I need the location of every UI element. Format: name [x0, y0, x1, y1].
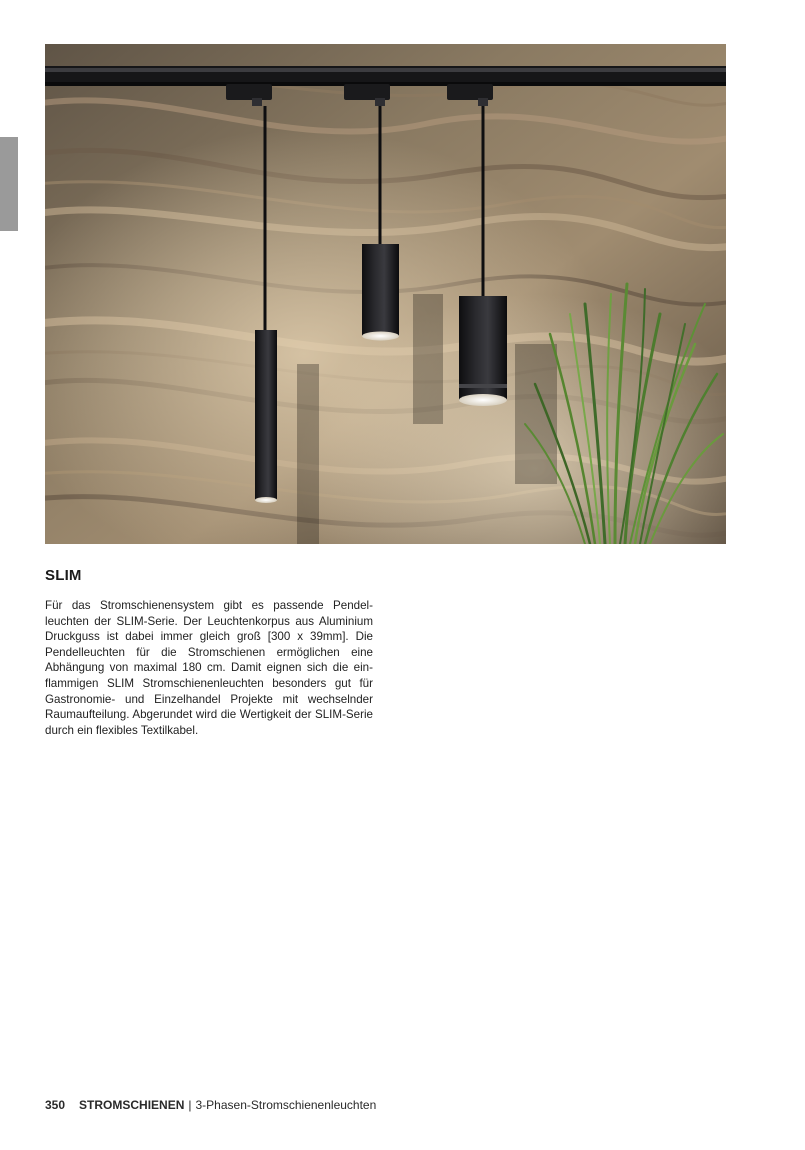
- track-rail: [45, 66, 726, 86]
- footer-section: STROMSCHIENEN: [79, 1098, 185, 1112]
- page-footer: [45, 1098, 376, 1112]
- pendant-slim-long: [255, 330, 277, 503]
- product-description: Für das Stromschienensystem gibt es passende Pendelleuchten der SLIM-Serie. Der Leuchtenkorpus aus Aluminium Druckguss ist dabei immer gleich groß [300 x 39mm]. Die Pendelleuchten für die Stromschienen ermöglichen eine Abhängung von maximal 180 cm. Damit eignen sich die einflammigen SLIM Stromschienenleuchten besonders gut für Gastronomie- und Einzelhandel Projekte mit wechselnder Raumaufteilung. Abgerundet wird die Wertigkeit der SLIM-Serie durch ein flexibles Textilkabel.: [45, 599, 373, 737]
- pendant-medium: [362, 244, 399, 341]
- page-number: 350: [45, 1098, 66, 1112]
- product-title: SLIM: [45, 567, 82, 584]
- pendant-wide: [459, 296, 507, 406]
- footer-subsection: 3-Phasen-Stromschienenleuchten: [195, 1098, 377, 1112]
- chapter-tab: [0, 137, 18, 231]
- footer-separator: |: [188, 1098, 192, 1112]
- product-photo: [45, 44, 726, 544]
